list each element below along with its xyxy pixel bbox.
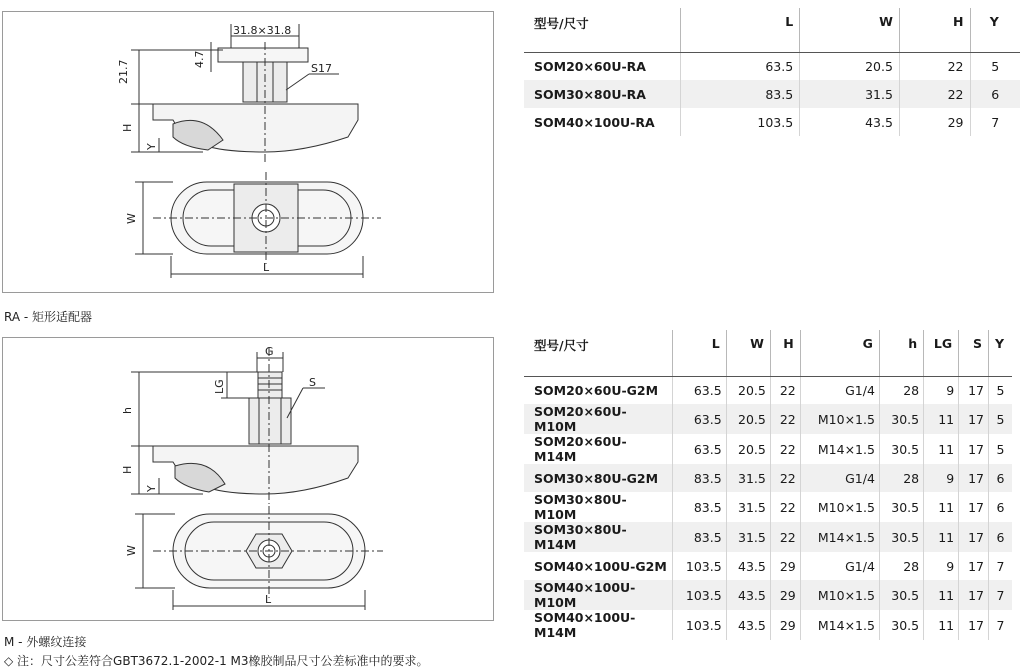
cell: 6: [989, 464, 1013, 492]
m-col-S: S: [959, 330, 989, 376]
cell: 28: [879, 552, 923, 580]
cell: 7: [996, 558, 1005, 574]
cell: 11: [924, 404, 959, 434]
cell: 17: [959, 552, 989, 580]
cell: M14×1.5: [800, 434, 879, 464]
table-row: [524, 552, 1012, 580]
m-technical-drawing: [3, 338, 495, 622]
m-drawing-panel: [2, 337, 494, 621]
cell: 103.5: [673, 610, 727, 640]
dim-height-total: 21.7: [117, 59, 130, 84]
cell: SOM30×80U-M10M: [524, 492, 673, 522]
cell: 17: [959, 610, 989, 640]
dim-H: H: [121, 123, 134, 132]
ra-technical-drawing: [3, 12, 495, 294]
dim-G: G: [265, 345, 274, 358]
dim-nut-offset: 4.7: [193, 50, 206, 68]
cell: 9: [924, 552, 959, 580]
cell: M14×1.5: [800, 610, 879, 640]
m-table-body: [524, 376, 1012, 640]
cell: 63.5: [673, 434, 727, 464]
ra-drawing-panel: [2, 11, 494, 293]
cell: 103.5: [681, 108, 800, 136]
cell: 83.5: [681, 80, 800, 108]
table-row: [524, 434, 1012, 464]
dim-Y: Y: [145, 485, 158, 492]
dim-W: W: [125, 545, 138, 556]
cell: 103.5: [673, 580, 727, 610]
cell: 11: [924, 610, 959, 640]
ra-table-body: [524, 52, 1020, 136]
dim-L: L: [263, 261, 270, 274]
cell: 30.5: [879, 580, 923, 610]
cell: 63.5: [673, 404, 727, 434]
cell: 6: [989, 522, 1013, 552]
cell: 43.5: [800, 108, 900, 136]
table-row: [524, 376, 1012, 404]
cell: 7: [996, 617, 1005, 633]
cell: 11: [924, 522, 959, 552]
cell: SOM20×60U-G2M: [524, 376, 673, 404]
table-row: [524, 610, 1012, 640]
cell: 31.5: [726, 464, 770, 492]
dim-h: h: [121, 407, 134, 414]
cell: 22: [770, 404, 800, 434]
table-row: [524, 80, 1020, 108]
dim-L: L: [265, 593, 272, 606]
cell: 30.5: [879, 610, 923, 640]
cell: SOM30×80U-G2M: [524, 464, 673, 492]
cell: 28: [879, 464, 923, 492]
table-row: [524, 108, 1020, 136]
cell: 83.5: [673, 492, 727, 522]
label-hex-size: S17: [311, 62, 332, 75]
cell: SOM40×100U-M14M: [524, 610, 673, 640]
m-col-W: W: [726, 330, 770, 376]
m-spec-table: [524, 330, 1012, 640]
cell: 17: [959, 434, 989, 464]
cell: SOM30×80U-RA: [524, 80, 681, 108]
table-row: [524, 580, 1012, 610]
cell: 30.5: [879, 522, 923, 552]
table-row: [524, 404, 1012, 434]
table-row: [524, 492, 1012, 522]
cell: 43.5: [726, 580, 770, 610]
cell: 83.5: [673, 522, 727, 552]
cell: 7: [991, 114, 1000, 130]
cell: SOM20×60U-M14M: [524, 434, 673, 464]
cell: 30.5: [879, 404, 923, 434]
dim-nut-width: 31.8×31.8: [233, 24, 292, 37]
ra-col-model: 型号/尺寸: [524, 8, 681, 52]
m-table-header: [524, 330, 1012, 376]
cell: 9: [924, 464, 959, 492]
m-col-h: h: [879, 330, 923, 376]
dim-H: H: [121, 465, 134, 474]
m-col-L: L: [673, 330, 727, 376]
cell: SOM20×60U-M10M: [524, 404, 673, 434]
cell: 31.5: [726, 492, 770, 522]
cell: 22: [770, 492, 800, 522]
cell: 20.5: [726, 434, 770, 464]
cell: 17: [959, 376, 989, 404]
table-row: [524, 522, 1012, 552]
cell: 83.5: [673, 464, 727, 492]
cell: 22: [770, 464, 800, 492]
cell: 5: [989, 404, 1013, 434]
cell: 17: [959, 464, 989, 492]
cell: 6: [996, 499, 1005, 515]
dim-Y: Y: [145, 143, 158, 150]
cell: 5: [996, 441, 1005, 457]
m-col-H: H: [770, 330, 800, 376]
cell: M10×1.5: [800, 404, 879, 434]
cell: SOM40×100U-RA: [524, 108, 681, 136]
cell: G1/4: [800, 464, 879, 492]
m-col-model: 型号/尺寸: [524, 330, 673, 376]
cell: 22: [899, 52, 970, 80]
cell: M14×1.5: [800, 522, 879, 552]
cell: 17: [959, 522, 989, 552]
table-row: [524, 464, 1012, 492]
cell: 20.5: [726, 404, 770, 434]
cell: SOM30×80U-M14M: [524, 522, 673, 552]
cell: 43.5: [726, 610, 770, 640]
m-col-Y: Y: [989, 330, 1013, 376]
cell: 6: [970, 80, 1020, 108]
table-row: [524, 52, 1020, 80]
cell: 29: [770, 580, 800, 610]
cell: 22: [770, 434, 800, 464]
cell: 43.5: [726, 552, 770, 580]
ra-spec-table: [524, 8, 1020, 136]
dim-W: W: [125, 213, 138, 224]
m-col-LG: LG: [924, 330, 959, 376]
dim-LG: LG: [213, 379, 226, 394]
cell: 22: [899, 80, 970, 108]
cell: M10×1.5: [800, 580, 879, 610]
tolerance-note: ◇ 注：尺寸公差符合GBT3672.1-2002-1 M3橡胶制品尺寸公差标准中的要求。: [4, 654, 429, 668]
cell: 31.5: [726, 522, 770, 552]
cell: G1/4: [800, 552, 879, 580]
cell: 103.5: [673, 552, 727, 580]
cell: G1/4: [800, 376, 879, 404]
cell: 22: [770, 522, 800, 552]
cell: 7: [989, 580, 1013, 610]
cell: 5: [996, 382, 1005, 398]
cell: SOM40×100U-M10M: [524, 580, 673, 610]
ra-caption: RA - 矩形适配器: [4, 310, 93, 324]
cell: SOM40×100U-G2M: [524, 552, 673, 580]
cell: 5: [991, 58, 1000, 74]
cell: 17: [959, 580, 989, 610]
cell: 29: [770, 610, 800, 640]
label-S: S: [309, 376, 316, 389]
cell: M10×1.5: [800, 492, 879, 522]
cell: 11: [924, 580, 959, 610]
ra-col-H: H: [899, 8, 970, 52]
cell: 22: [770, 376, 800, 404]
cell: 20.5: [726, 376, 770, 404]
cell: 11: [924, 492, 959, 522]
cell: 63.5: [673, 376, 727, 404]
cell: 17: [959, 404, 989, 434]
cell: 63.5: [681, 52, 800, 80]
m-col-G: G: [800, 330, 879, 376]
cell: 9: [924, 376, 959, 404]
cell: 29: [770, 552, 800, 580]
cell: 20.5: [800, 52, 900, 80]
cell: 17: [959, 492, 989, 522]
ra-table-header: [524, 8, 1020, 52]
ra-col-Y: Y: [970, 8, 1020, 52]
cell: 30.5: [879, 434, 923, 464]
m-caption: M - 外螺纹连接: [4, 635, 87, 649]
cell: 30.5: [879, 492, 923, 522]
cell: SOM20×60U-RA: [524, 52, 681, 80]
cell: 28: [879, 376, 923, 404]
cell: 29: [899, 108, 970, 136]
cell: 31.5: [800, 80, 900, 108]
ra-col-L: L: [681, 8, 800, 52]
ra-col-W: W: [800, 8, 900, 52]
cell: 11: [924, 434, 959, 464]
